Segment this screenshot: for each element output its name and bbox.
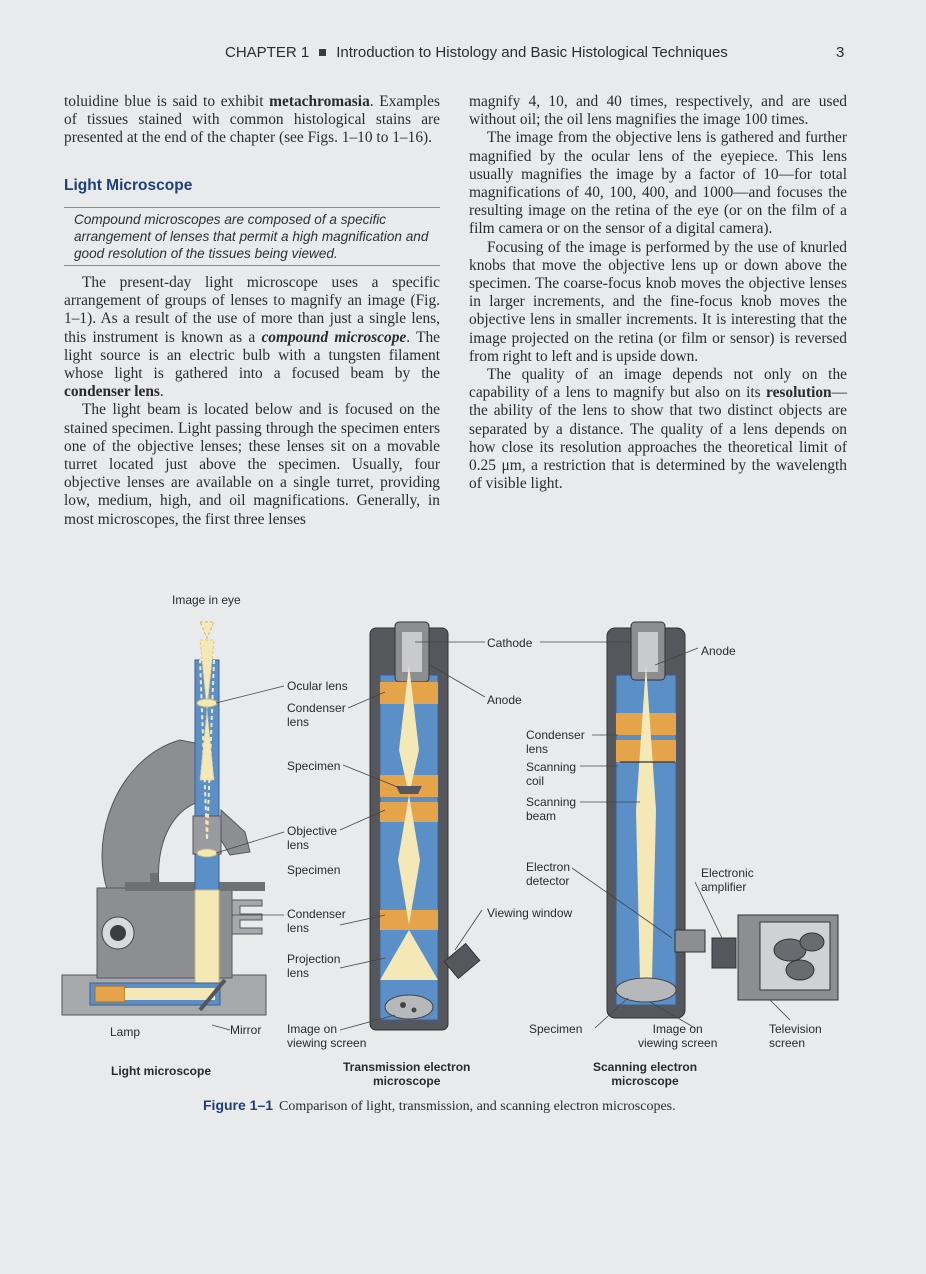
label-electron-detector: Electron detector [526,860,571,888]
label-image-in-eye: Image in eye [172,593,241,607]
text-run: . Examples of tissues stained with common histological stains are presented at the end of the chapter (see Figs. 1–10 to 1–16). [64,93,441,147]
label-objective-lens: Objective lens [287,824,338,852]
label-television-screen: Television screen [769,1022,822,1050]
left-column-body [64,274,440,529]
label-anode-sem: Anode [701,644,736,658]
label-specimen-top: Specimen [287,759,341,773]
text-run: toluidine blue is said to exhibit [64,93,270,110]
sem-drawing [607,622,838,1018]
text-run: . The light source is an electric bulb with a tungsten filament whose light is gathered into a focused beam by the [64,328,440,383]
label-specimen: Specimen [287,863,341,877]
label-specimen-sem: Specimen [529,1022,583,1036]
summary-box: Compound microscopes are composed of a specific arrangement of lenses that permit a high magnification and good resolution of the tissues being viewed. [64,207,440,266]
label-lamp: Lamp [110,1025,141,1039]
text-run: . [159,383,164,401]
text-run: resolution [766,384,832,402]
figure-number: Figure 1–1 [203,1097,274,1113]
title-light-microscope: Light microscope [111,1064,212,1078]
label-condenser-lens-sem: Condenser lens [526,728,585,756]
label-image-on-viewing-screen-tem: Image on viewing screen [287,1022,367,1050]
section-heading: Light Microscope [64,177,193,194]
figure-caption-text: Comparison of light, transmission, and scanning electron microscopes. [279,1099,676,1114]
chapter-title: Introduction to Histology and Basic Histological Techniques [336,44,728,61]
square-bullet-icon [319,49,326,56]
label-scanning-coil: Scanning coil [526,760,577,788]
text-run: The present-day light microscope uses a specific arrangement of groups of lenses to magnify an image (Fig. 1–1). As a result of the use of more than just a single lens, this instrument is known as a [64,274,440,346]
title-tem: Transmission electron microscope [343,1060,471,1088]
label-cathode: Cathode [487,636,533,650]
text-run: —the ability of the lens to show that two distinct objects are separated by a distance. The quality of a lens depends on how close its resolution approaches the theoretical limit of 0.25 μm, a restriction that is determined by the wavelength of visible light. [469,384,847,493]
label-condenser-lens-top: Condenser lens [287,701,346,729]
tem-drawing [370,622,480,1030]
paragraph-magnify: magnify 4, 10, and 40 times, respectively, and are used without oil; the oil lens magnifies the image 100 times. [469,93,847,129]
paragraph-ocular: The image from the objective lens is gathered and further magnified by the ocular lens of the eyepiece. This lens usually magnifies the image by a factor of 10—for total magnifications of 40, 100, 400, and 1000—and focuses the resulting image on the retina of the eye (or on the film of a film camera or on the sensor of a digital camera). [469,129,847,238]
label-image-on-viewing-screen-sem: Image on viewing screen [638,1022,718,1050]
chapter-label: CHAPTER 1 [225,44,310,61]
label-anode-tem: Anode [487,693,522,707]
right-column [469,93,847,493]
paragraph-compound-microscope [64,274,440,401]
label-condenser-lens: Condenser lens [287,907,346,935]
label-electronic-amplifier: Electronic amplifier [701,866,754,894]
label-scanning-beam: Scanning beam [526,795,577,823]
paragraph-focusing: Focusing of the image is performed by the use of knurled knobs that move the objective lens up or down above the specimen. The coarse-focus knob moves the objective lenses in larger increments, and the fine-focus knob moves the objective lens in smaller increments. It is interesting that the image projected on the retina (or film or sensor) is reversed from right to left and is upside down. [469,238,847,365]
label-mirror: Mirror [230,1023,262,1037]
paragraph-resolution [469,366,847,493]
text-run: metachromasia [269,93,370,110]
light-microscope-drawing [62,622,266,1015]
paragraph-light-beam: The light beam is located below and is focused on the stained specimen. Light passing through the specimen enters one of the objective lenses; these lenses sit on a movable turret located just above the specimen. Usually, four objective lenses are available on a single turret, providing low, medium, high, and oil magnifications. Generally, in most microscopes, the first three lenses [64,401,440,528]
chapter-header [225,44,728,61]
page-number: 3 [836,44,845,61]
figure-1-1 [0,570,926,1130]
text-run: The quality of an image depends not only on the capability of a lens to magnify but also on its [469,366,847,402]
title-sem: Scanning electron microscope [593,1060,698,1088]
text-run: compound microscope [261,328,407,346]
label-ocular-lens: Ocular lens [287,679,348,693]
label-projection-lens: Projection lens [287,952,341,980]
text-run: condenser lens [64,383,160,401]
paragraph-continued [64,93,440,148]
running-header [0,44,926,66]
figure-caption [203,1097,676,1115]
label-viewing-window: Viewing window [487,906,573,920]
left-column-top [64,93,440,148]
